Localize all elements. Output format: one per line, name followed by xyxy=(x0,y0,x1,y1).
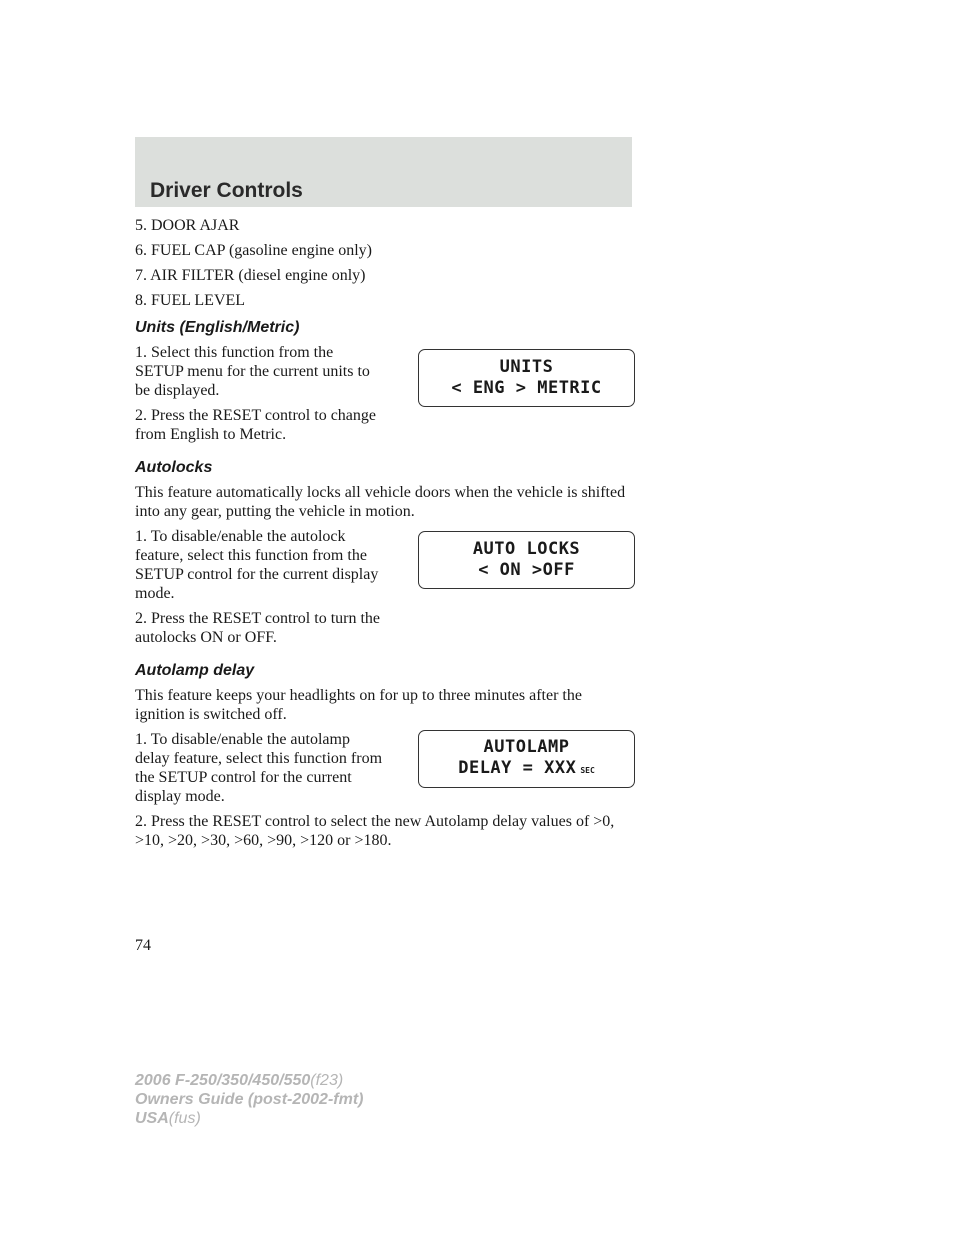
units-section xyxy=(135,343,635,450)
units-heading: Units (English/Metric) xyxy=(135,319,300,336)
list-item: 7. AIR FILTER (diesel engine only) xyxy=(135,267,366,284)
autolamp-section xyxy=(135,730,635,812)
autolamp-display-illustration xyxy=(418,730,635,788)
autolamp-display-line-1: AUTOLAMP xyxy=(483,737,570,757)
autolocks-heading: Autolocks xyxy=(135,459,213,476)
list-item: 6. FUEL CAP (gasoline engine only) xyxy=(135,242,373,259)
autolamp-step-2: 2. Press the RESET control to select the new Autolamp delay values of >0, >10, >20, >30, >60, >90, >120 or >180. xyxy=(135,813,615,849)
units-step-2: 2. Press the RESET control to change from English to Metric. xyxy=(135,407,376,443)
autolocks-step-1: 1. To disable/enable the autolock feature, select this function from the SETUP control for the current display mode. xyxy=(135,528,379,602)
section-title: Driver Controls xyxy=(150,179,303,202)
page-content xyxy=(135,216,635,856)
section-header-band xyxy=(135,137,632,207)
autolocks-display-line-1: AUTO LOCKS xyxy=(472,539,581,559)
autolocks-display-illustration xyxy=(418,531,635,589)
autolamp-heading: Autolamp delay xyxy=(135,662,255,679)
footer-line-2: Owners Guide (post-2002-fmt) xyxy=(135,1091,364,1108)
units-display-line-2: < ENG > METRIC xyxy=(451,378,602,398)
list-item: 8. FUEL LEVEL xyxy=(135,292,246,309)
units-display-line-1: UNITS xyxy=(499,357,554,377)
autolocks-section xyxy=(135,527,635,653)
list-item: 5. DOOR AJAR xyxy=(135,217,240,234)
autolamp-display-line-2: DELAY = XXX SEC xyxy=(458,758,595,778)
autolamp-step-1: 1. To disable/enable the autolamp delay feature, select this function from the SETUP control for the current display mode. xyxy=(135,731,383,805)
units-display-illustration xyxy=(418,349,635,407)
autolocks-step-2: 2. Press the RESET control to turn the autolocks ON or OFF. xyxy=(135,610,381,646)
footer-line-3: USA(fus) xyxy=(135,1110,201,1127)
autolocks-display-line-2: < ON >OFF xyxy=(478,560,575,580)
autolamp-intro: This feature keeps your headlights on for up to three minutes after the ignition is switched off. xyxy=(135,687,582,723)
page-number: 74 xyxy=(135,937,151,954)
autolocks-intro: This feature automatically locks all vehicle doors when the vehicle is shifted into any gear, putting the vehicle in motion. xyxy=(135,484,626,520)
units-step-1: 1. Select this function from the SETUP menu for the current units to be displayed. xyxy=(135,344,370,399)
footer-line-1: 2006 F-250/350/450/550(f23) xyxy=(135,1072,344,1089)
autolamp-display-unit: SEC xyxy=(580,766,595,775)
document-footer xyxy=(135,1071,363,1128)
